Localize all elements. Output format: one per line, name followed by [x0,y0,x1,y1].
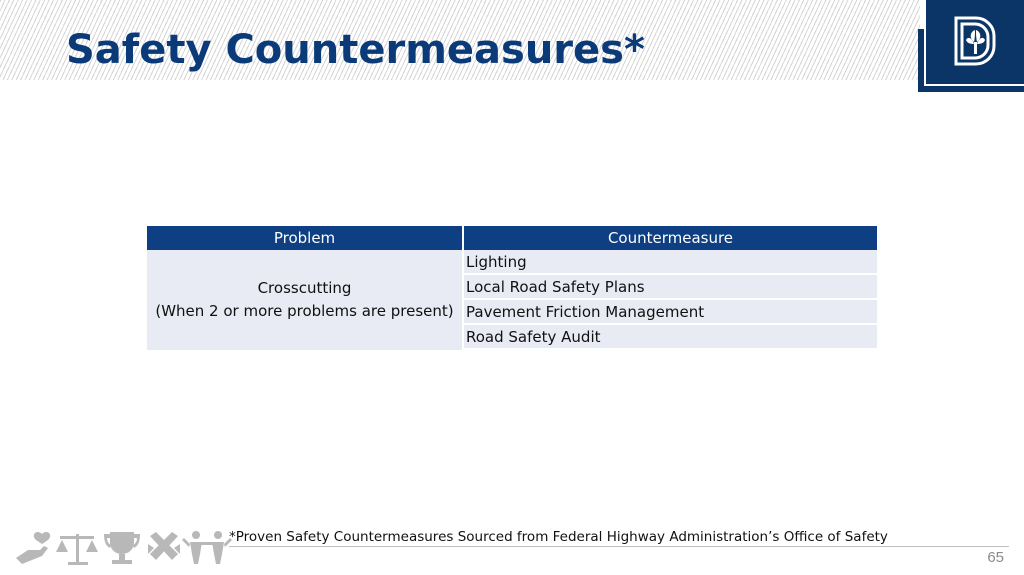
countermeasure-cell: Road Safety Audit [464,325,877,350]
footer-icons [14,528,234,568]
problem-name: Crosscutting [257,279,352,297]
interlocking-icon [148,532,180,560]
countermeasure-cell: Pavement Friction Management [464,300,877,325]
footnote: *Proven Safety Countermeasures Sourced from Federal Highway Administration’s Office of Safety [229,529,888,545]
header-problem: Problem [147,226,464,250]
problem-cell [147,250,464,350]
logo [918,0,1024,92]
page-number: 65 [987,549,1004,566]
scales-icon [56,534,98,565]
header-countermeasure: Countermeasure [464,226,877,250]
countermeasure-cell: Lighting [464,250,877,275]
table-header-row [147,226,877,250]
helping-hand-icon [16,532,50,564]
table-row [147,250,877,275]
people-icon [182,531,232,564]
trophy-icon [104,532,140,564]
problem-note: (When 2 or more problems are present) [155,302,454,320]
footer-divider [229,546,1009,547]
countermeasures-table [147,226,877,350]
slide-title: Safety Countermeasures* [66,27,645,73]
countermeasure-cell: Local Road Safety Plans [464,275,877,300]
